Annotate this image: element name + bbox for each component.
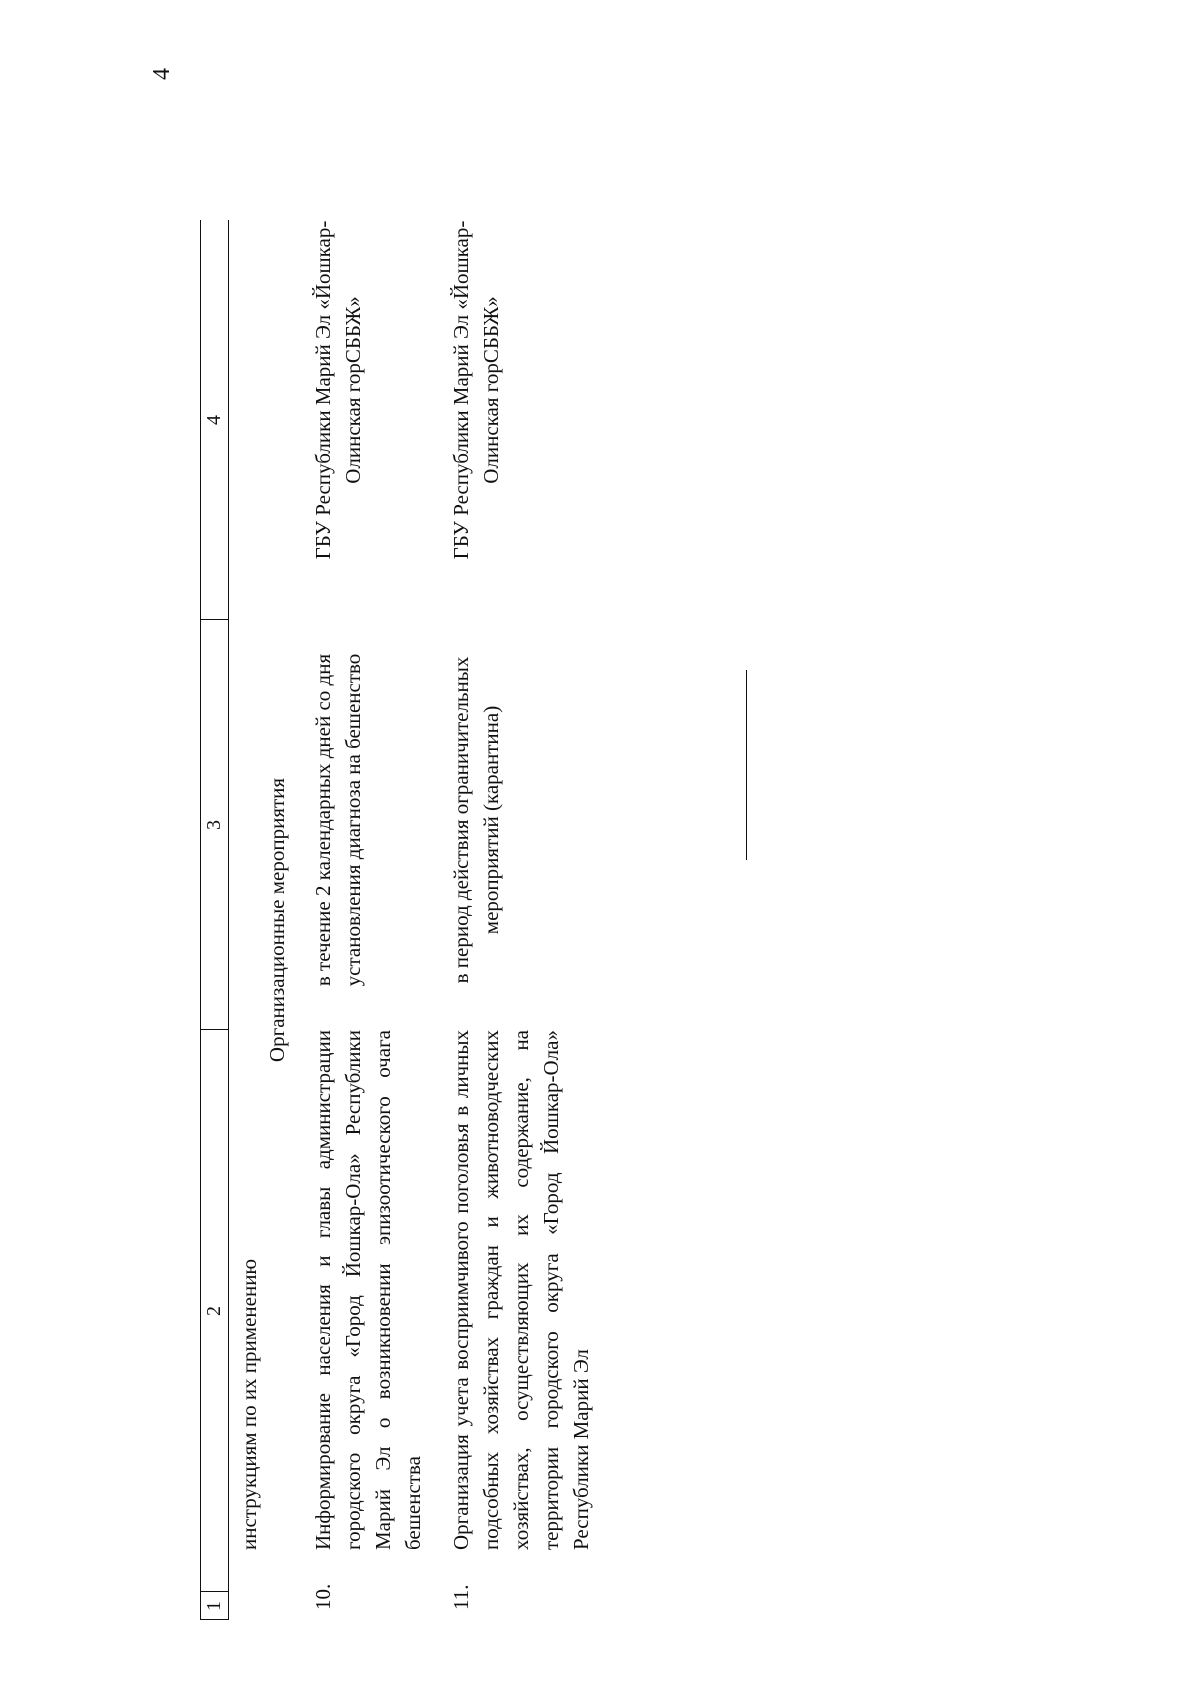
header-col-1: 1 (203, 1601, 225, 1611)
row-responsible: ГБУ Республики Марий Эл «Йошкар-Олинская горСББЖ» (311, 220, 365, 560)
page-number: 4 (149, 68, 175, 80)
rotated-table (200, 220, 1200, 1620)
header-col-3: 3 (203, 820, 225, 830)
end-line (746, 670, 747, 860)
row-term: в течение 2 календарных дней со дня установления диагноза на бешенство (311, 653, 365, 987)
row-term: в период действия ограничительных мероприятий (карантина) (449, 656, 503, 984)
row-number: 11. (449, 1584, 473, 1610)
row-description: Информирование населения и главы администрации городского округа «Город Йошкар-Ола» Республики Марий Эл о возникновении эпизоотического очага бешенства (311, 1030, 425, 1550)
section-title: Организационные мероприятия (265, 777, 289, 1063)
row-responsible: ГБУ Республики Марий Эл «Йошкар-Олинская горСББЖ» (449, 220, 503, 560)
header-col-2: 2 (203, 1306, 225, 1316)
table-header-bottom-border (228, 220, 229, 1620)
row-description: Организация учета восприимчивого поголовья в личных подсобных хозяйствах граждан и животноводческих хозяйствах, осуществляющих их содержание, на территории городского округа «Город Йошкар-Ола» Республики Марий Эл (449, 1030, 593, 1550)
continuation-text: инструкциям по их применению (237, 1258, 261, 1550)
row-number: 10. (311, 1583, 335, 1610)
header-col-4: 4 (203, 415, 225, 425)
